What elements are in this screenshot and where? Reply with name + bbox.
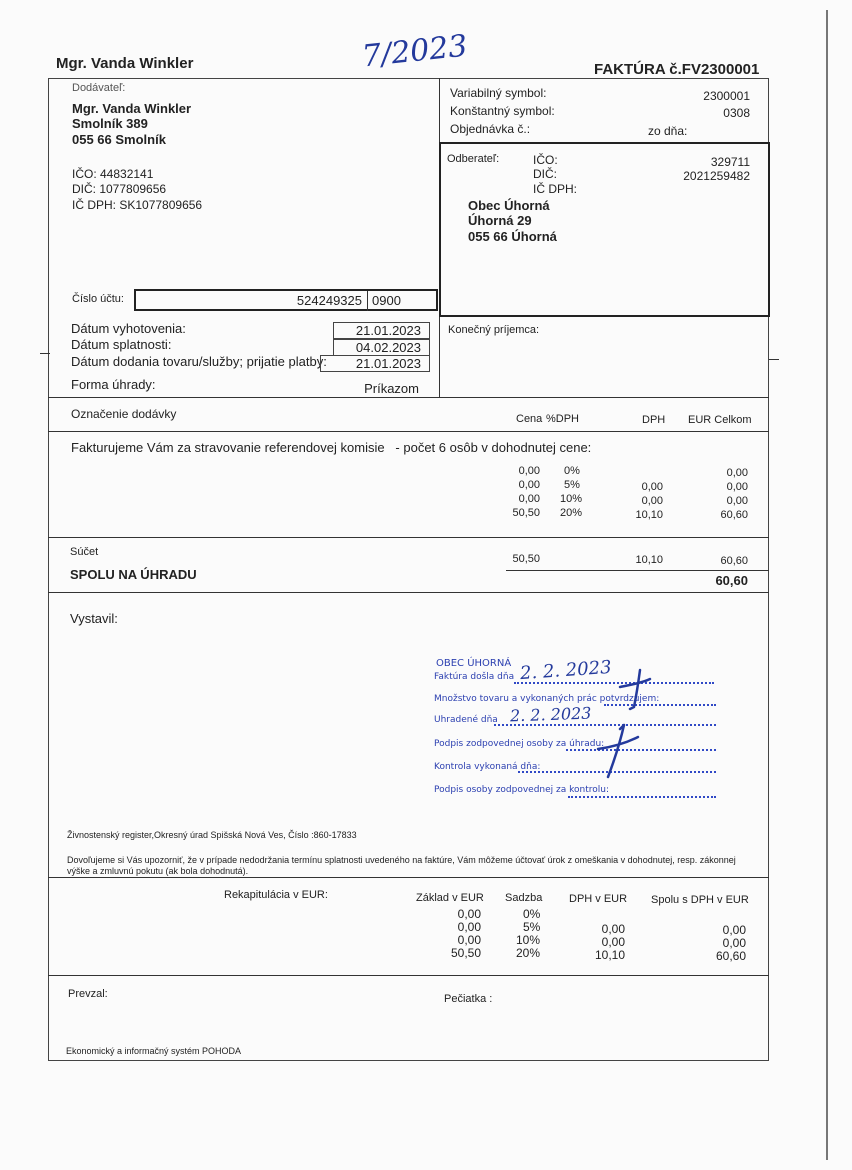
stamp-line-confirm: Množstvo tovaru a vykonaných prác potvrdzujem: <box>434 694 660 704</box>
due-date-label: Dátum splatnosti: <box>71 337 172 352</box>
divider-items-header <box>48 431 769 432</box>
vat-row-rate: 0% <box>564 465 580 477</box>
interest-note: Dovoľujeme si Vás upozorniť, že v prípade nedodržania termínu splatnosti uvedeného na faktúre, Vám môžeme účtovať úrok z omeškania v dohodnutej, resp. zákonnej výške a zmluvnú pokutu (ak bola dohodnutá). <box>67 855 736 876</box>
recap-row-vat: 0,00 <box>601 935 625 949</box>
vat-row-base: 50,50 <box>512 507 540 519</box>
supplier-title: Mgr. Vanda Winkler <box>56 55 194 72</box>
supplier-name: Mgr. Vanda Winkler <box>72 101 192 116</box>
constant-symbol-value: 0308 <box>723 106 750 120</box>
supplier-ico: IČO: 44832141 <box>72 167 154 181</box>
stamp-line-control: Kontrola vykonaná dňa: <box>434 762 541 772</box>
recap-row-base: 0,00 <box>457 920 481 934</box>
supplier-icdph: IČ DPH: SK1077809656 <box>72 198 203 212</box>
payment-form-value: Príkazom <box>364 381 419 396</box>
recap-row-total: 60,60 <box>715 949 746 963</box>
order-label: Objednávka č.: <box>450 122 531 136</box>
stamp-label: Pečiatka : <box>444 993 493 1005</box>
handwritten-note: 7/2023 <box>360 28 470 75</box>
items-header-total: EUR Celkom <box>688 414 752 426</box>
account-number: 524249325 <box>296 293 362 308</box>
customer-ico-label: IČO: <box>533 153 558 167</box>
handwritten-signature <box>590 665 670 785</box>
stamp-line-signature-control: Podpis osoby zodpovednej za kontrolu: <box>434 785 610 795</box>
divider-recap <box>48 877 769 878</box>
sum-vat: 10,10 <box>635 554 663 566</box>
pay-total-label: SPOLU NA ÚHRADU <box>70 567 197 582</box>
recap-col-vat: DPH v EUR <box>569 893 628 905</box>
system-note: Ekonomický a informačný systém POHODA <box>66 1046 242 1056</box>
recap-col-total: Spolu s DPH v EUR <box>651 894 749 906</box>
recap-row-vat: 10,10 <box>594 948 625 962</box>
supplier-city: 055 66 Smolník <box>72 132 166 147</box>
delivery-date-value: 21.01.2023 <box>355 356 421 371</box>
recap-label: Rekapitulácia v EUR: <box>224 889 328 901</box>
variable-symbol-value: 2300001 <box>703 89 750 103</box>
vat-row-rate: 5% <box>564 479 580 491</box>
customer-city: 055 66 Úhorná <box>468 229 557 244</box>
stamp-line-signature-payment: Podpis zodpovednej osoby za úhradu: <box>434 739 605 749</box>
recap-row-total: 0,00 <box>722 923 746 937</box>
vat-row-total: 0,00 <box>726 467 748 479</box>
item-description: Fakturujeme Vám za stravovanie referendovej komisie - počet 6 osôb v dohodnutej cene: <box>71 440 592 455</box>
vat-row-total: 0,00 <box>726 495 748 507</box>
stamp-line-paid: Uhradené dňa <box>434 715 498 725</box>
supplier-label: Dodávateľ: <box>72 82 126 94</box>
customer-icdph-label: IČ DPH: <box>533 182 578 196</box>
recap-row-base: 50,50 <box>450 946 481 960</box>
recap-row-rate: 0% <box>523 907 541 921</box>
vat-row-base: 0,00 <box>518 465 540 477</box>
sum-base: 50,50 <box>512 553 540 565</box>
margin-mark-right <box>769 359 779 360</box>
customer-street: Úhorná 29 <box>468 213 532 228</box>
invoice-title: FAKTÚRA č.FV2300001 <box>594 61 760 78</box>
items-header-designation: Označenie dodávky <box>71 407 177 421</box>
recap-row-vat: 0,00 <box>601 922 625 936</box>
order-date-label: zo dňa: <box>648 124 688 138</box>
pay-total-underline <box>506 570 769 571</box>
divider-issued <box>48 592 769 593</box>
sum-total: 60,60 <box>720 555 748 567</box>
stamp-title: OBEC ÚHORNÁ <box>436 658 512 669</box>
vat-row-vat: 0,00 <box>641 495 663 507</box>
vat-row-base: 0,00 <box>518 479 540 491</box>
scan-edge-line <box>826 10 828 1160</box>
recap-row-rate: 10% <box>516 933 541 947</box>
customer-dic-value: 2021259482 <box>683 169 750 183</box>
vat-row-total: 60,60 <box>720 509 748 521</box>
constant-symbol-label: Konštantný symbol: <box>450 104 555 118</box>
items-header-vat-pct: %DPH <box>546 413 580 425</box>
stamp-hand-date-received: 2. 2. 2023 <box>519 656 613 685</box>
final-recipient-label: Konečný príjemca: <box>448 324 540 336</box>
delivery-date-label: Dátum dodania tovaru/služby; prijatie platby: <box>71 354 327 369</box>
supplier-street: Smolník 389 <box>72 116 148 131</box>
registry-note: Živnostenský register,Okresný úrad Spišská Nová Ves, Číslo :860-17833 <box>67 830 357 840</box>
stamp-line-received: Faktúra došla dňa <box>434 672 515 682</box>
vat-row-rate: 10% <box>560 493 583 505</box>
margin-mark-left <box>40 353 50 354</box>
recap-row-rate: 20% <box>516 946 541 960</box>
customer-ico-value: 329711 <box>710 155 750 169</box>
vat-row-base: 0,00 <box>518 493 540 505</box>
account-separator <box>367 291 368 311</box>
sum-label: Súčet <box>70 546 99 558</box>
vat-row-total: 0,00 <box>726 481 748 493</box>
customer-name: Obec Úhorná <box>468 198 550 213</box>
recap-row-base: 0,00 <box>457 907 481 921</box>
stamp-hand-date-paid: 2. 2. 2023 <box>509 703 592 726</box>
items-header-vat: DPH <box>642 414 666 426</box>
items-header-price: Cena <box>516 413 543 425</box>
recap-col-base: Základ v EUR <box>416 892 484 904</box>
payment-form-label: Forma úhrady: <box>71 377 156 392</box>
stamp-dots <box>568 796 716 798</box>
divider-footer <box>48 975 769 976</box>
account-label: Číslo účtu: <box>72 293 124 305</box>
supplier-dic: DIČ: 1077809656 <box>72 182 167 196</box>
recap-row-base: 0,00 <box>457 933 481 947</box>
received-label: Prevzal: <box>68 988 108 1000</box>
due-date-value: 04.02.2023 <box>355 340 421 355</box>
customer-label: Odberateľ: <box>447 153 500 165</box>
issue-date-label: Dátum vyhotovenia: <box>71 321 186 336</box>
divider-sum <box>48 537 769 538</box>
divider-dates <box>48 397 769 398</box>
issued-by-label: Vystavil: <box>70 611 118 626</box>
vat-row-vat: 0,00 <box>641 481 663 493</box>
issue-date-value: 21.01.2023 <box>355 323 421 338</box>
recap-row-total: 0,00 <box>722 936 746 950</box>
pay-total-value: 60,60 <box>715 573 748 588</box>
vat-row-rate: 20% <box>560 507 583 519</box>
recap-col-rate: Sadzba <box>505 892 543 904</box>
bank-code: 0900 <box>372 293 401 308</box>
vat-row-vat: 10,10 <box>635 509 663 521</box>
recap-row-rate: 5% <box>523 920 541 934</box>
variable-symbol-label: Variabilný symbol: <box>450 86 547 100</box>
customer-dic-label: DIČ: <box>533 167 557 181</box>
